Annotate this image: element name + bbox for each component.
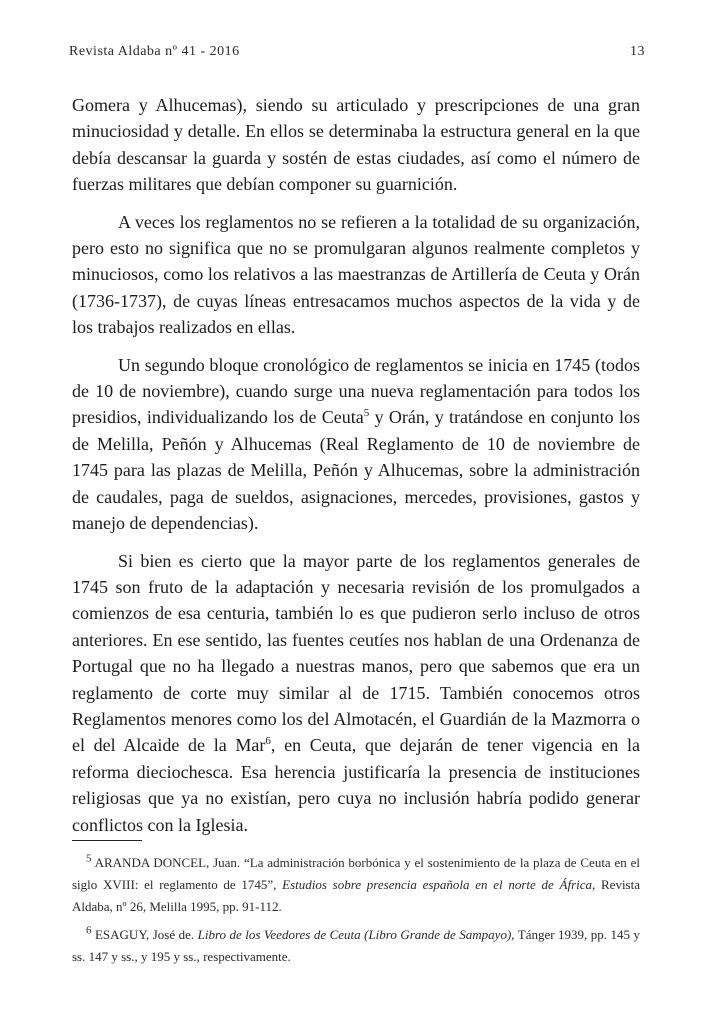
paragraph-4 (72, 548, 640, 838)
footnote-marker-6: 6 (86, 924, 92, 937)
page-number: 13 (630, 44, 645, 59)
footnote-6-rest: , Tánger 1939, pp. 145 y ss. 147 y ss., y 195 y ss., respectivamente. (72, 927, 640, 964)
body-text (72, 92, 640, 849)
footnote-marker-5: 5 (86, 852, 92, 865)
footnote-5 (72, 852, 640, 918)
paragraph-1: Gomera y Alhucemas), siendo su articulado y prescripciones de una gran minuciosidad y detalle. En ellos se determinaba la estructura general en la que debía descansar la guarda y sostén de estas ciudades, así como el número de fuerzas militares que debían componer su guarnición. (72, 95, 640, 195)
footnote-5-author: ARANDA DONCEL, Juan. (91, 855, 245, 870)
footnote-5-rest: , Revista Aldaba, nº 26, Melilla 1995, pp. 91-112. (72, 877, 641, 914)
paragraph-3-text-b: y Orán, y tratándose en conjunto los de Melilla, Peñón y Alhucemas (Real Reglamento de 10 de noviembre de 1745 para las plazas de Melilla, Peñón y Alhucemas, sobre la administración de caudales, paga de sueldos, asignaciones, mercedes, provisiones, gastos y manejo de dependencias). (72, 407, 640, 534)
footnote-ref-6[interactable]: 6 (265, 735, 271, 748)
footnote-5-title: “La administración borbónica y el sostenimiento de la plaza de Ceuta en el siglo XVIII: el reglamento de 1745”, (72, 855, 640, 892)
footnote-6-source: Libro de los Veedores de Ceuta (Libro Grande de Sampayo) (197, 927, 512, 942)
paragraph-4-text-a: Si bien es cierto que la mayor parte de los reglamentos generales de 1745 son fruto de la adaptación y necesaria revisión de los promulgados a comienzos de esa centuria, también lo es que pudieron serlo incluso de otros anteriores. En ese sentido, las fuentes ceutíes nos hablan de una Ordenanza de Portugal que no ha llegado a nuestras manos, pero que sabemos que era un reglamento de corte muy similar al de 1715. También conocemos otros Reglamentos menores como los del Almotacén, el Guardián de la Mazmorra o el del Alcaide de la Mar (72, 550, 640, 756)
footnote-5-source: Estudios sobre presencia española en el norte de África (282, 877, 593, 892)
footnote-6 (72, 924, 640, 968)
footnote-divider (72, 840, 142, 841)
journal-title: Revista Aldaba nº 41 - 2016 (69, 44, 240, 59)
footnotes (72, 852, 640, 974)
footnote-6-author: ESAGUY, José de. (91, 927, 198, 942)
footnote-ref-5[interactable]: 5 (363, 407, 370, 420)
paragraph-2: A veces los reglamentos no se refieren a la totalidad de su organización, pero esto no significa que no se promulgaran algunos realmente completos y minuciosos, como los relativos a las maestranzas de Artillería de Ceuta y Orán (1736-1737), de cuyas líneas entresacamos muchos aspectos de la vida y de los trabajos realizados en ellas. (72, 211, 640, 338)
paragraph-4-text-b: , en Ceuta, que dejarán de tener vigencia en la reforma dieciochesca. Esa herencia justificaría la presencia de instituciones religiosas que ya no existían, pero cuya no inclusión habría podido generar conflictos con la Iglesia. (72, 735, 640, 835)
paragraph-3 (72, 352, 640, 537)
paragraph-3-text-a: Un segundo bloque cronológico de reglamentos se inicia en 1745 (todos de 10 de noviembre), cuando surge una nueva reglamentación para todos los presidios, individualizando los de Ceuta (72, 354, 640, 428)
running-header (69, 44, 645, 60)
